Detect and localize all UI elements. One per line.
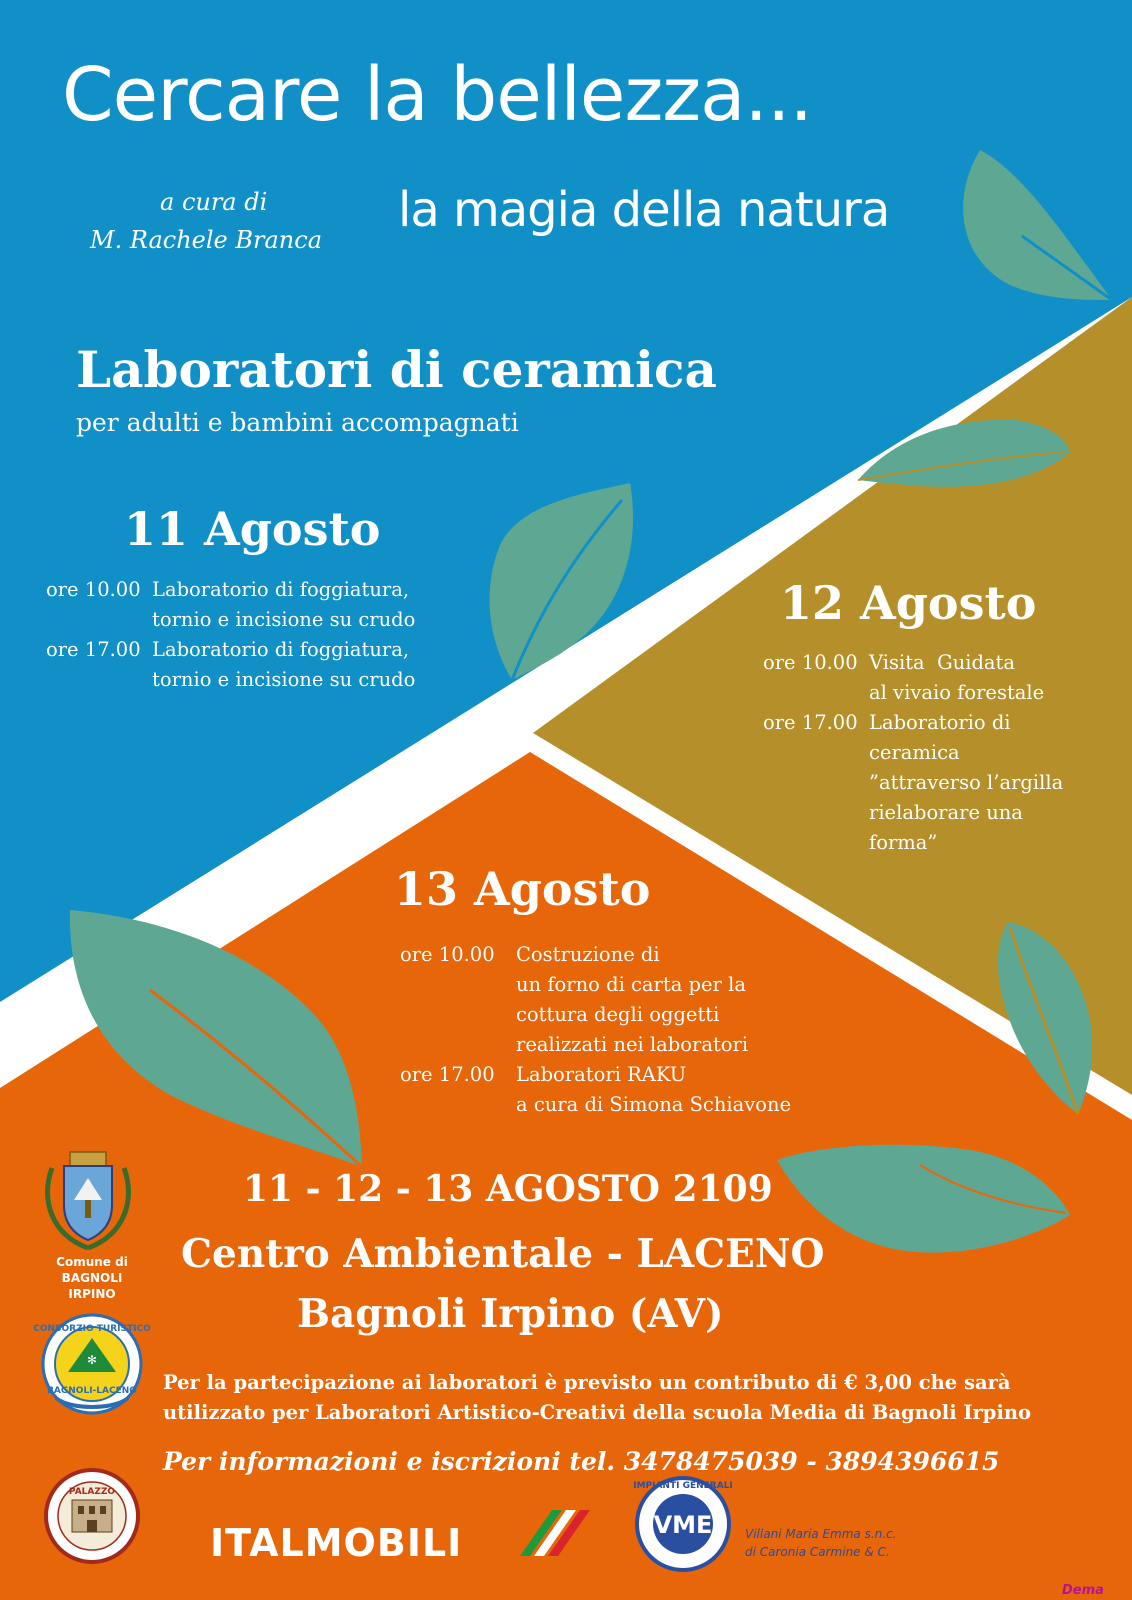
italmobili-sponsor-name: ITALMOBILI	[210, 1521, 463, 1565]
contact-info: Per informazioni e iscrizioni tel. 3478475039 - 3894396615	[163, 1447, 1000, 1476]
schedule-time: ore 17.00	[763, 711, 858, 734]
vme-logo	[633, 1478, 733, 1570]
svg-text:✻: ✻	[86, 1353, 98, 1367]
vme-company-line-1: Villani Maria Emma s.n.c.	[745, 1527, 897, 1541]
fee-note-line-2: utilizzato per Laboratori Artistico-Creativi della scuola Media di Bagnoli Irpino	[163, 1401, 1032, 1424]
schedule-desc: Costruzione di un forno di carta per la cottura degli oggetti realizzati nei laboratori	[516, 943, 749, 1056]
vme-letters: VME	[653, 1511, 713, 1539]
schedule-time: ore 17.00	[46, 638, 141, 661]
fee-note-line-1: Per la partecipazione ai laboratori è previsto un contributo di € 3,00 che sarà	[163, 1371, 1011, 1394]
comune-label: Comune di BAGNOLI IRPINO	[56, 1255, 128, 1301]
day-3-schedule	[400, 940, 791, 1120]
schedule-time: ore 10.00	[763, 651, 858, 674]
schedule-item	[400, 940, 791, 1060]
event-dates: 11 - 12 - 13 AGOSTO 2109	[243, 1168, 773, 1210]
event-venue: Centro Ambientale - LACENO	[181, 1231, 825, 1277]
event-town: Bagnoli Irpino (AV)	[297, 1291, 724, 1337]
schedule-time: ore 10.00	[400, 943, 495, 966]
curator-label: a cura di	[160, 188, 268, 216]
day-1-date: 11 Agosto	[124, 502, 381, 556]
day-2-date: 12 Agosto	[780, 576, 1037, 630]
schedule-item	[46, 635, 415, 695]
schedule-desc: Visita Guidata al vivaio forestale	[869, 651, 1045, 704]
schedule-item	[46, 575, 415, 635]
pro-loco-logo	[46, 1470, 138, 1562]
pro-loco-text: PALAZZO	[68, 1487, 116, 1497]
schedule-desc: Laboratorio di foggiatura, tornio e incisione su crudo	[152, 638, 416, 691]
schedule-time: ore 10.00	[46, 578, 141, 601]
vme-ring-text: IMPIANTI GENERALI	[633, 1481, 733, 1491]
schedule-desc: Laboratorio di ceramica ”attraverso l’argilla rielaborare una forma”	[869, 711, 1064, 854]
poster-title: Cercare la bellezza...	[62, 52, 813, 138]
consorzio-top-text: CONSORZIO TURISTICO	[33, 1324, 151, 1334]
vme-company-line-2: di Caronia Carmine & C.	[745, 1545, 890, 1559]
workshop-audience: per adulti e bambini accompagnati	[76, 408, 519, 437]
day-3-date: 13 Agosto	[394, 862, 651, 916]
schedule-time: ore 17.00	[400, 1063, 495, 1086]
designer-signature: Dema	[1062, 1583, 1104, 1598]
schedule-desc: Laboratorio di foggiatura, tornio e incisione su crudo	[152, 578, 416, 631]
curator-name: M. Rachele Branca	[90, 226, 322, 254]
poster-subtitle: la magia della natura	[398, 182, 890, 238]
day-1-schedule	[46, 575, 415, 695]
schedule-item	[763, 708, 1063, 858]
day-2-schedule	[763, 648, 1063, 858]
schedule-item	[763, 648, 1063, 708]
consorzio-bottom-text: BAGNOLI-LACENO	[47, 1386, 137, 1396]
workshop-title: Laboratori di ceramica	[76, 340, 717, 399]
schedule-item	[400, 1060, 791, 1120]
schedule-desc: Laboratori RAKU a cura di Simona Schiavone	[516, 1063, 792, 1116]
